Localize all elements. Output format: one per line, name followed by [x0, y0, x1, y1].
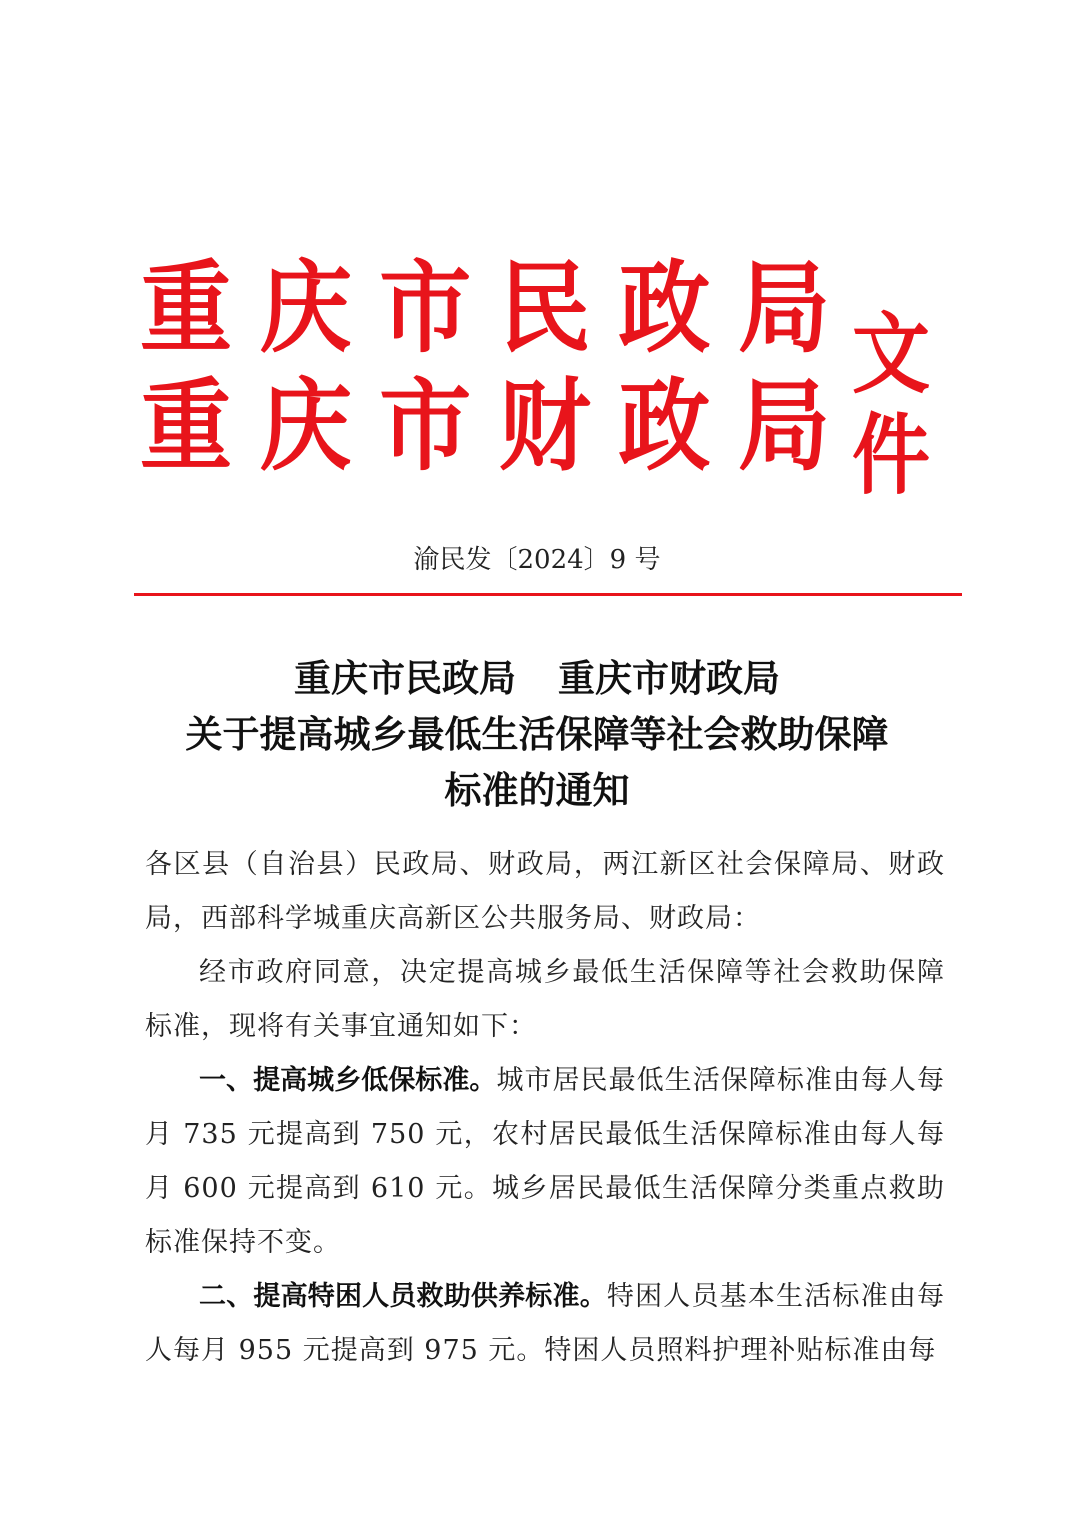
- title-line-2: 关于提高城乡最低生活保障等社会救助保障: [185, 712, 889, 756]
- issuer-char: 重: [140, 249, 233, 367]
- title-line-3: 标准的通知: [444, 768, 630, 812]
- document-body: [145, 838, 945, 1378]
- issuer-char: 局: [737, 249, 830, 367]
- doc-word-wenjian: 文件: [852, 304, 931, 507]
- issuer-char: 市: [379, 367, 472, 485]
- issuer-line-caizheng: [140, 367, 830, 485]
- document-number: 渝民发〔2024〕9 号: [413, 545, 661, 575]
- issuer-char: 局: [737, 367, 830, 485]
- section-1-text: 城市居民最低生活保障标准由每人每月 735 元提高到 750 元，农村居民最低生活保障标准由每人每月 600 元提高到 610 元。城乡居民最低生活保障分类重点救助标准保持不变。: [145, 1065, 946, 1258]
- section-1-heading: 一、提高城乡低保标准。: [199, 1065, 497, 1096]
- issuer-char: 财: [498, 367, 591, 485]
- issuer-char: 重: [140, 367, 233, 485]
- issuer-char: 政: [618, 367, 711, 485]
- issuer-char: 政: [618, 249, 711, 367]
- section-1-paragraph: [145, 1054, 945, 1270]
- title-line-1: [100, 650, 974, 706]
- addressee-paragraph: 各区县（自治县）民政局、财政局，两江新区社会保障局、财政局，西部科学城重庆高新区公共服务局、财政局：: [145, 849, 945, 934]
- document-title: [100, 650, 974, 818]
- issuer-char: 庆: [259, 367, 352, 485]
- issuer-line-minzheng: [140, 249, 830, 367]
- section-2-text: 特困人员基本生活标准由每人每月 955 元提高到 975 元。特困人员照料护理补贴标准由每: [145, 1281, 946, 1366]
- title-issuer-a: 重庆市民政局: [294, 656, 516, 700]
- issuer-char: 民: [498, 249, 591, 367]
- issuer-char: 市: [379, 249, 472, 367]
- intro-paragraph: 经市政府同意，决定提高城乡最低生活保障等社会救助保障标准，现将有关事宜通知如下：: [145, 957, 945, 1042]
- issuer-char: 庆: [259, 249, 352, 367]
- section-2-paragraph: [145, 1270, 945, 1378]
- red-header: [140, 249, 990, 507]
- section-2-heading: 二、提高特困人员救助供养标准。: [199, 1281, 607, 1312]
- title-issuer-b: 重庆市财政局: [558, 656, 780, 700]
- red-divider-line: [134, 593, 962, 596]
